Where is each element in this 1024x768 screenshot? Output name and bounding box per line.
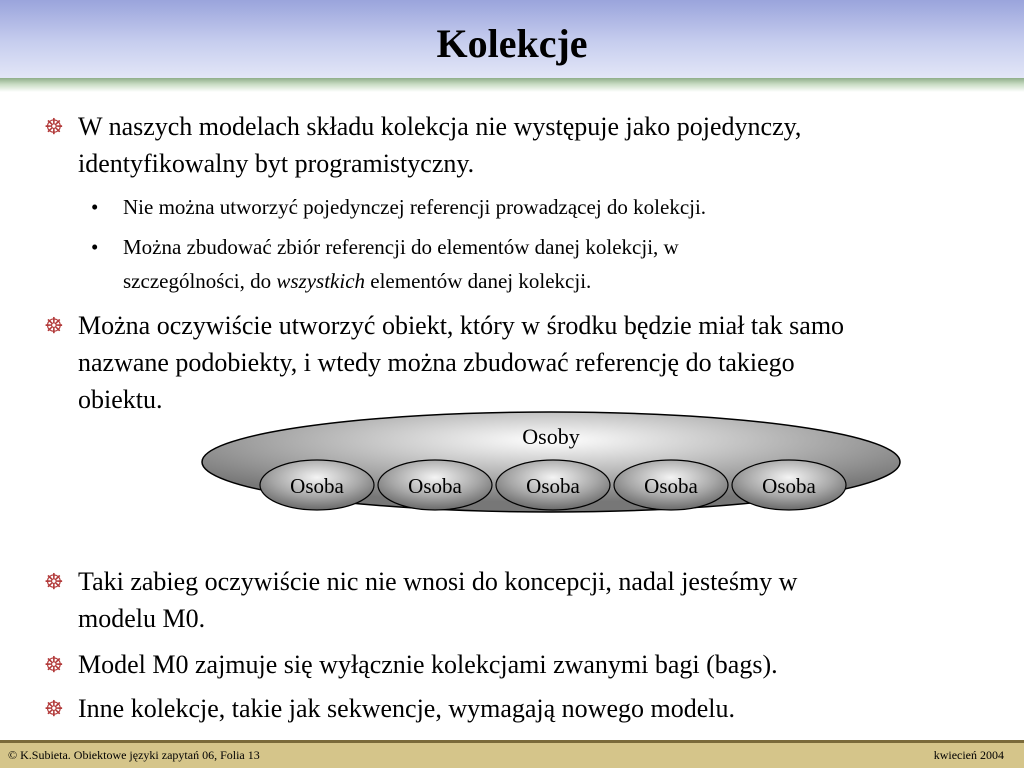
emphasis-text: wszystkich xyxy=(276,269,366,293)
subbullet-dot-icon: • xyxy=(91,235,99,259)
osoba-label: Osoba xyxy=(290,474,344,498)
osoba-node xyxy=(260,460,374,510)
subbullet-text: elementów danej kolekcji. xyxy=(365,269,592,293)
subbullet-line: Nie można utworzyć pojedynczej referencji prowadzącej do kolekcji. xyxy=(123,195,707,219)
osoba-node xyxy=(614,460,728,510)
bullet-line: obiektu. xyxy=(78,385,163,414)
osoba-label: Osoba xyxy=(526,474,580,498)
bullet-item xyxy=(44,307,1008,418)
bullet-wheel-icon: ☸ xyxy=(44,114,64,139)
bullet-wheel-icon: ☸ xyxy=(44,569,64,594)
subbullet-dot-icon: • xyxy=(91,195,99,219)
collection-diagram xyxy=(200,410,902,514)
bullet-wheel-icon: ☸ xyxy=(44,696,64,721)
bullet-line: W naszych modelach składu kolekcja nie występuje jako pojedynczy, xyxy=(78,112,802,141)
osoba-label: Osoba xyxy=(762,474,816,498)
bullet-wheel-icon: ☸ xyxy=(44,313,64,338)
subbullet-line xyxy=(123,264,983,298)
bullet-line: nazwane podobiekty, i wtedy można zbudować referencję do takiego xyxy=(78,348,795,377)
osoba-label: Osoba xyxy=(408,474,462,498)
footer-copyright: © K.Subieta. Obiektowe języki zapytań 06, Folia 13 xyxy=(8,748,260,762)
osoby-label: Osoby xyxy=(522,424,580,449)
bullet-item xyxy=(44,646,1008,683)
osoba-label: Osoba xyxy=(644,474,698,498)
subbullet-line: Można zbudować zbiór referencji do elementów danej kolekcji, w xyxy=(123,235,679,259)
bullet-line: identyfikowalny byt programistyczny. xyxy=(78,149,475,178)
bullet-item xyxy=(44,563,1008,637)
slide-title: Kolekcje xyxy=(436,21,588,66)
subbullet-item xyxy=(91,230,983,298)
osoba-node xyxy=(496,460,610,510)
slide-footer xyxy=(0,740,1024,768)
bullet-item xyxy=(44,690,1008,727)
subbullet-text: szczególności, do xyxy=(123,269,277,293)
bullet-wheel-icon: ☸ xyxy=(44,652,64,677)
bullet-line: Model M0 zajmuje się wyłącznie kolekcjami zwanymi bagi (bags). xyxy=(78,650,778,679)
footer-date: kwiecień 2004 xyxy=(933,748,1004,762)
osoba-node xyxy=(378,460,492,510)
bullet-item xyxy=(44,108,1008,182)
bullet-line: Taki zabieg oczywiście nic nie wnosi do koncepcji, nadal jesteśmy w xyxy=(78,567,798,596)
bullet-line: Można oczywiście utworzyć obiekt, który w środku będzie miał tak samo xyxy=(78,311,845,340)
osoba-node xyxy=(732,460,846,510)
bullet-line: Inne kolekcje, takie jak sekwencje, wymagają nowego modelu. xyxy=(78,694,735,723)
subbullet-item xyxy=(91,190,983,224)
bullet-line: modelu M0. xyxy=(78,604,206,633)
